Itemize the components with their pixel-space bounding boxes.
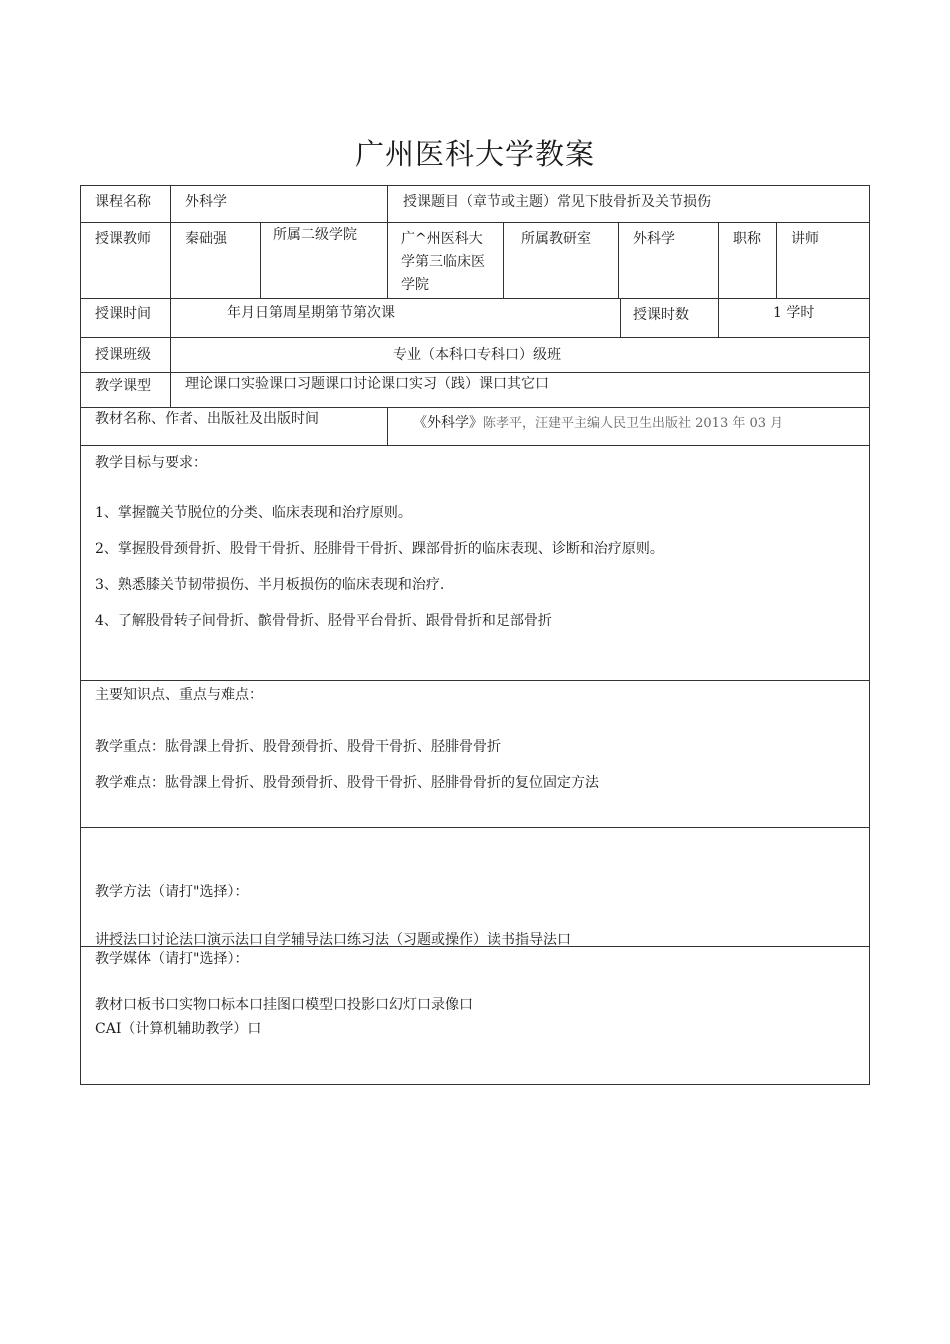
lesson-time-label: 授课时间 [95, 306, 151, 322]
objective-item: 3、熟悉膝关节韧带损伤、半月板损伤的临床表现和治疗. [95, 577, 445, 593]
lesson-type-options: 理论课口实验课口习题课口讨论课口实习（践）课口其它口 [185, 376, 549, 392]
objectives-heading: 教学目标与要求： [95, 455, 207, 471]
rank-label: 职称 [733, 231, 761, 247]
col-divider [260, 222, 261, 298]
college-label: 所属二级学院 [273, 227, 357, 243]
col-divider [618, 222, 619, 298]
col-divider [503, 222, 504, 298]
media-options-line: 教材口板书口实物口标本口挂图口模型口投影口幻灯口录像口 [95, 997, 473, 1013]
media-heading: 教学媒体（请打"选择）： [95, 951, 249, 967]
methods-options: 讲授法口讨论法口演示法口自学辅导法口练习法（习题或操作）读书指导法口 [95, 932, 571, 948]
objective-item: 2、掌握股骨颈骨折、股骨干骨折、胫腓骨干骨折、踝部骨折的临床表现、诊断和治疗原则。 [95, 541, 664, 557]
college-value [401, 228, 485, 297]
media-options-line: CAI（计算机辅助教学）口 [95, 1021, 262, 1037]
lesson-topic-value: 常见下肢骨折及关节损伤 [557, 194, 711, 210]
lesson-topic [403, 191, 711, 213]
col-divider [718, 298, 719, 337]
difficult-points: 教学难点：肱骨課上骨折、股骨颈骨折、股骨干骨折、胫腓骨骨折的复位固定方法 [95, 775, 599, 791]
row-divider [81, 680, 869, 681]
course-name-value: 外科学 [185, 194, 227, 210]
col-divider [718, 222, 719, 298]
col-divider [170, 186, 171, 298]
key-points: 教学重点：肱骨課上骨折、股骨颈骨折、股骨干骨折、胫腓骨骨折 [95, 739, 501, 755]
department-value: 外科学 [633, 231, 675, 247]
lesson-hours-label: 授课时数 [633, 307, 689, 323]
row-divider [81, 222, 869, 223]
row-divider [81, 827, 869, 828]
department-label: 所属教研室 [521, 231, 591, 247]
methods-heading: 教学方法（请打"选择）： [95, 884, 249, 900]
course-name-label: 课程名称 [95, 194, 151, 210]
rank-value: 讲师 [791, 231, 819, 247]
college-value-line: 学第三临床医 [401, 254, 485, 270]
col-divider [170, 298, 171, 337]
lesson-time-value: 年月日第周星期第节第次课 [227, 305, 395, 321]
objective-item: 4、了解股骨转子间骨折、髌骨骨折、胫骨平台骨折、跟骨骨折和足部骨折 [95, 613, 552, 629]
textbook-details: 陈孝平，汪建平主编人民卫生出版社 2013 年 03 月 [483, 416, 784, 431]
lesson-plan-table [80, 185, 870, 1085]
teacher-value: 秦础强 [185, 231, 227, 247]
col-divider [620, 298, 621, 337]
textbook-title: 《外科学》 [413, 415, 483, 431]
col-divider [170, 337, 171, 407]
college-value-line: 广^州医科大 [401, 231, 483, 247]
keypoints-heading: 主要知识点、重点与难点： [95, 687, 263, 703]
col-divider [387, 186, 388, 298]
teacher-label: 授课教师 [95, 231, 151, 247]
lesson-type-label: 教学课型 [95, 378, 151, 394]
textbook-label: 教材名称、作者、出版社及出版时间 [95, 411, 319, 427]
row-divider [81, 298, 869, 299]
page-title: 广州医科大学教案 [354, 137, 595, 171]
col-divider [387, 407, 388, 445]
class-label: 授课班级 [95, 347, 151, 363]
col-divider [776, 222, 777, 298]
class-value: 专业（本科口专科口）级班 [393, 347, 561, 363]
objective-item: 1、掌握髋关节脱位的分类、临床表现和治疗原则。 [95, 505, 412, 521]
college-value-line: 学院 [401, 277, 429, 293]
row-divider [81, 445, 869, 446]
row-divider [81, 337, 869, 338]
lesson-topic-label: 授课题目（章节或主题） [403, 194, 557, 210]
textbook-value [413, 412, 783, 435]
lesson-hours-value: 1 学时 [773, 305, 815, 321]
